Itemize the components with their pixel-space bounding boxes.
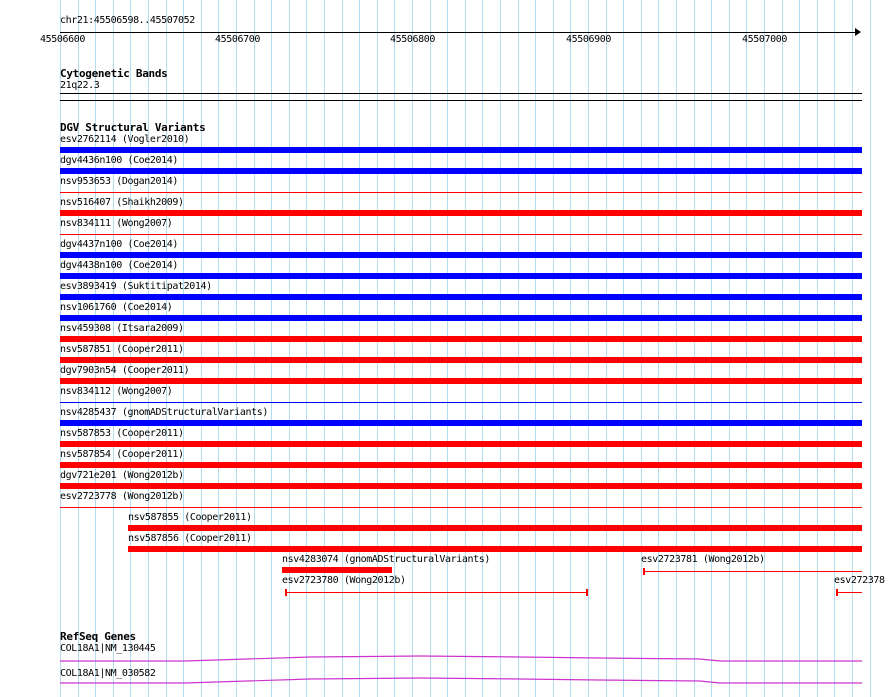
dgv-feature-label[interactable]: dgv4437n100 (Coe2014)	[60, 239, 179, 250]
dgv-feature-label[interactable]: esv272378	[834, 575, 885, 586]
dgv-feature-label[interactable]: dgv4438n100 (Coe2014)	[60, 260, 179, 271]
dgv-feature-label[interactable]: nsv4285437 (gnomADStructuralVariants)	[60, 407, 268, 418]
ruler-tick-label: 45507000	[742, 34, 787, 45]
dgv-feature-label[interactable]: dgv721e201 (Wong2012b)	[60, 470, 184, 481]
ruler-tick-label: 45506600	[40, 34, 85, 45]
ruler-tick-label: 45506900	[566, 34, 611, 45]
gene-model-nm030582[interactable]	[60, 678, 862, 683]
ruler-tick-label: 45506700	[215, 34, 260, 45]
dgv-feature-label[interactable]: nsv1061760 (Coe2014)	[60, 302, 173, 313]
dgv-feature-label[interactable]: nsv587853 (Cooper2011)	[60, 428, 184, 439]
dgv-feature-label[interactable]: nsv834112 (Wong2007)	[60, 386, 173, 397]
dgv-feature-label[interactable]: nsv587851 (Cooper2011)	[60, 344, 184, 355]
dgv-feature-label[interactable]: nsv587854 (Cooper2011)	[60, 449, 184, 460]
dgv-feature-label[interactable]: nsv516407 (Shaikh2009)	[60, 197, 184, 208]
dgv-feature-label[interactable]: esv2723778 (Wong2012b)	[60, 491, 184, 502]
dgv-feature-label[interactable]: esv3893419 (Suktitipat2014)	[60, 281, 212, 292]
cytobands-track-title[interactable]: Cytogenetic Bands	[60, 67, 168, 80]
gene-label[interactable]: COL18A1|NM_130445	[60, 643, 156, 654]
gene-label[interactable]: COL18A1|NM_030582	[60, 668, 156, 679]
dgv-feature-label[interactable]: esv2723781 (Wong2012b)	[641, 554, 765, 565]
gene-model-nm130445[interactable]	[60, 656, 862, 661]
dgv-feature-label[interactable]: nsv834111 (Wong2007)	[60, 218, 173, 229]
ruler-tick-label: 45506800	[390, 34, 435, 45]
cytoband-label: 21q22.3	[60, 80, 100, 91]
dgv-feature-label[interactable]: esv2762114 (Vogler2010)	[60, 134, 190, 145]
dgv-feature-label[interactable]: nsv953653 (Dogan2014)	[60, 176, 179, 187]
dgv-feature-label[interactable]: esv2723780 (Wong2012b)	[282, 575, 406, 586]
refseq-track-title[interactable]: RefSeq Genes	[60, 630, 136, 643]
dgv-track-title[interactable]: DGV Structural Variants	[60, 121, 206, 134]
dgv-feature-label[interactable]: dgv4436n100 (Coe2014)	[60, 155, 179, 166]
dgv-feature-label[interactable]: nsv4283074 (gnomADStructuralVariants)	[282, 554, 490, 565]
dgv-feature-label[interactable]: nsv459308 (Itsara2009)	[60, 323, 184, 334]
dgv-feature-label[interactable]: nsv587855 (Cooper2011)	[128, 512, 252, 523]
dgv-feature-label[interactable]: dgv7903n54 (Cooper2011)	[60, 365, 190, 376]
ruler-range-label: chr21:45506598..45507052	[60, 15, 195, 26]
dgv-feature-label[interactable]: nsv587856 (Cooper2011)	[128, 533, 252, 544]
